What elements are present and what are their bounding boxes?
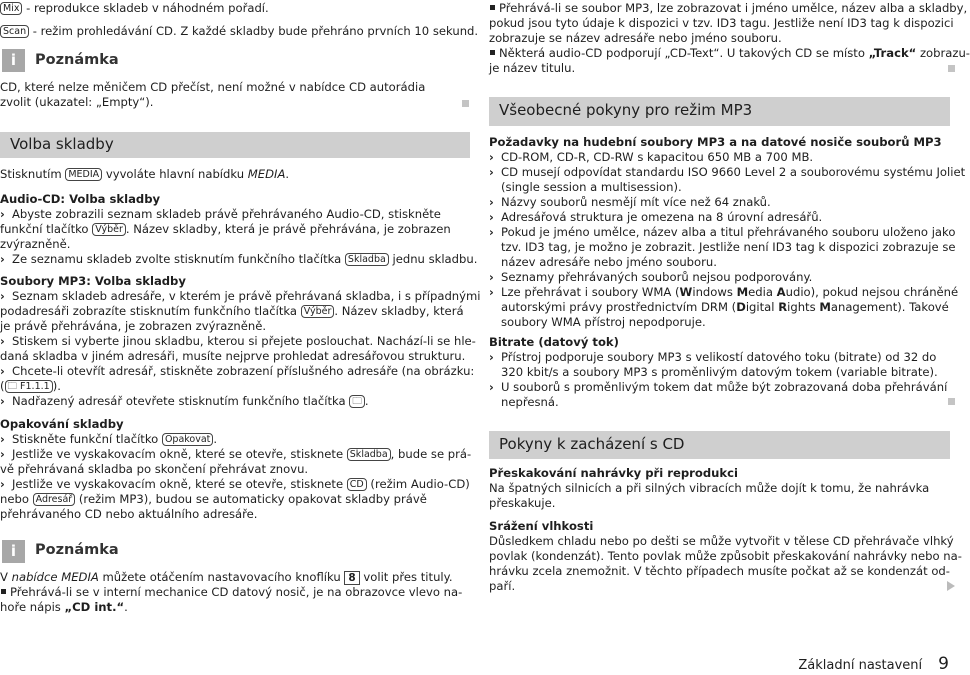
info-icon: i	[2, 540, 25, 563]
list-item-cont: název adresáře nebo jméno souboru.	[501, 255, 717, 269]
list-item: › Přístroj podporuje soubory MP3 s velikostí datového toku (bitrate) od 32 do	[489, 350, 937, 364]
scan-key: Scan	[0, 25, 29, 38]
subsection-title: Požadavky na hudební soubory MP3 a na datové nosiče souborů MP3	[489, 135, 942, 149]
adresar-key: Adresář	[33, 493, 76, 506]
scan-line: Scan - režim prohledávání CD. Z každé skladby bude přehráno prvních 10 sekund.	[0, 24, 478, 39]
list-item: › Pokud je jméno umělce, název alba a titul přehrávaného souboru uloženo jako	[489, 225, 956, 239]
parent-folder-key: 🗀	[349, 395, 365, 408]
subsection-title: Soubory MP3: Volba skladby	[0, 274, 186, 288]
note-text: V nabídce MEDIA můžete otáčením nastavovacího knoflíku 8 volit přes tituly.	[0, 570, 453, 584]
list-item: › Adresářová struktura je omezena na 8 úrovní adresářů.	[489, 210, 823, 224]
list-item-cont: vě přehrávaná skladba po skončení přehrávat znovu.	[0, 462, 309, 476]
text-line: Přehrává-li se soubor MP3, lze zobrazovat i jméno umělce, název alba a skladby,	[489, 1, 967, 16]
list-item-cont: přehrávaného CD nebo aktuálního adresáře.	[0, 507, 258, 521]
list-item-cont: podadresáři zobrazíte stisknutím funkčního tlačítka Výběr . Název skladby, která	[0, 304, 464, 318]
list-item: › Nadřazený adresář otevřete stisknutím funkčního tlačítka 🗀 .	[0, 394, 369, 408]
page-number: 9	[938, 654, 949, 674]
note-title: Poznámka	[35, 52, 119, 68]
continue-arrow-icon	[947, 581, 955, 591]
skladba-key: Skladba	[345, 253, 389, 266]
list-item: › Jestliže ve vyskakovacím okně, které se otevře, stisknete CD (režim Audio-CD)	[0, 477, 470, 491]
cd-key: CD	[347, 478, 367, 491]
list-item: › Ze seznamu skladeb zvolte stisknutím funkčního tlačítka Skladba jednu skladbu.	[0, 252, 478, 266]
list-item-cont: daná skladba v jiném adresáři, musíte nejprve prohledat adresářovou strukturu.	[0, 349, 466, 363]
page-footer	[798, 654, 949, 674]
list-item-cont: funkční tlačítko Výběr . Název skladby, která je právě přehrávána, je zobrazen	[0, 222, 451, 236]
text-line: přeskakuje.	[489, 496, 556, 510]
note-text: hoře nápis „CD int.“.	[0, 600, 128, 614]
media-menu-line: Stisknutím MEDIA vyvoláte hlavní nabídku MEDIA.	[0, 167, 290, 181]
list-item: › Seznamy přehrávaných souborů nejsou podporovány.	[489, 270, 813, 284]
list-item-cont: nebo Adresář (režim MP3), budou se automaticky opakovat skladby právě	[0, 492, 427, 506]
list-item-cont: nepřesná.	[501, 395, 559, 409]
list-item-cont: je právě přehrávána, je zobrazen zvýrazněně.	[0, 319, 267, 333]
text-line: hrávku zcela znemožnit. V těchto případech musíte počkat až se kondenzát od-	[489, 564, 950, 578]
section-heading: Pokyny k zacházení s CD	[489, 431, 950, 459]
text-line: Důsledkem chladu nebo po dešti se může vytvořit v tělese CD přehrávače vlhký	[489, 534, 954, 548]
list-item-cont: autorskými právy prostřednictvím DRM (Digital Rights Management). Takové	[501, 300, 949, 314]
section-heading: Všeobecné pokyny pro režim MP3	[489, 97, 950, 126]
text-line: pokud jsou tyto údaje k dispozici v tzv. ID3 tagu. Jestliže není ID3 tag k dispozici	[489, 16, 954, 30]
list-item: › Abyste zobrazili seznam skladeb právě přehrávaného Audio-CD, stiskněte	[0, 207, 441, 221]
section-end-marker	[948, 65, 955, 72]
text-line: je název titulu.	[489, 61, 576, 75]
list-item: › Seznam skladeb adresáře, v kterém je právě přehrávaná skladba, i s případnými	[0, 289, 481, 303]
skladba-key: Skladba	[347, 448, 391, 461]
list-item: › CD-ROM, CD-R, CD-RW s kapacitou 650 MB a 700 MB.	[489, 150, 814, 164]
list-item-cont: ( 🗀 F1.1.1 ).	[0, 379, 61, 393]
subsection-title: Opakování skladby	[0, 417, 124, 431]
list-item-cont: zvýrazněně.	[0, 237, 71, 251]
list-item-cont: soubory WMA přístroj nepodporuje.	[501, 315, 706, 329]
subsection-title: Audio-CD: Volba skladby	[0, 192, 161, 206]
vyber-key: Výběr	[92, 223, 126, 236]
opakovat-key: Opakovat	[162, 433, 213, 446]
list-item: › Jestliže ve vyskakovacím okně, které se otevře, stisknete Skladba , bude se prá-	[0, 447, 472, 461]
list-item: › Chcete-li otevřít adresář, stiskněte zobrazení příslušného adresáře (na obrázku:	[0, 364, 475, 378]
subsection-title: Srážení vlhkosti	[489, 519, 594, 533]
note-text: CD, které nelze měničem CD přečíst, není možné v nabídce CD autorádia	[0, 80, 426, 94]
section-heading: Volba skladby	[0, 132, 470, 158]
list-item: › U souborů s proměnlivým tokem dat může být zobrazovaná doba přehrávání	[489, 380, 948, 394]
note-text: Přehrává-li se v interní mechanice CD datový nosič, je na obrazovce vlevo na-	[0, 585, 462, 600]
media-key: MEDIA	[65, 168, 102, 181]
chapter-title: Základní nastavení	[798, 658, 923, 673]
info-icon: i	[2, 49, 25, 72]
subsection-title: Přeskakování nahrávky při reprodukci	[489, 466, 738, 480]
knob-number: 8	[344, 571, 359, 585]
list-item: › Názvy souborů nesmějí mít více než 64 znaků.	[489, 195, 771, 209]
subsection-title: Bitrate (datový tok)	[489, 335, 619, 349]
note-title: Poznámka	[35, 542, 119, 558]
text-line: povlak (kondenzát). Tento povlak může způsobit přeskakování nahrávky nebo na-	[489, 549, 962, 563]
mix-line: Mix - reprodukce skladeb v náhodném pořadí.	[0, 1, 269, 16]
list-item: › Stiskněte funkční tlačítko Opakovat .	[0, 432, 218, 446]
section-end-marker	[462, 100, 469, 107]
list-item-cont: tzv. ID3 tag, je možno je zobrazit. Jestliže není ID3 tag k dispozici zobrazuje se	[501, 240, 956, 254]
text-line: paří.	[489, 579, 516, 593]
list-item: › Lze přehrávat i soubory WMA (Windows Media Audio), pokud nejsou chráněné	[489, 285, 959, 299]
mix-key: Mix	[0, 2, 22, 15]
list-item: › CD musejí odpovídat standardu ISO 9660 Level 2 a souborovému systému Joliet	[489, 165, 966, 179]
folder-key: 🗀 F1.1.1	[5, 380, 53, 393]
text-line: zobrazuje se název adresáře nebo jméno souboru.	[489, 31, 782, 45]
list-item-cont: (single session a multisession).	[501, 180, 682, 194]
text-line: Některá audio-CD podporují „CD-Text“. U takových CD se místo „Track“ zobrazu-	[489, 46, 970, 61]
section-end-marker	[948, 398, 955, 405]
list-item-cont: 320 kbit/s a soubory MP3 s proměnlivým datovým tokem (variable bitrate).	[501, 365, 938, 379]
list-item: › Stiskem si vyberte jinou skladbu, kterou si přejete poslouchat. Nachází-li se hle-	[0, 334, 476, 348]
note-text: zvolit (ukazatel: „Empty“).	[0, 95, 154, 109]
text-line: Na špatných silnicích a při silných vibracích může dojít k tomu, že nahrávka	[489, 481, 930, 495]
vyber-key: Výběr	[301, 305, 335, 318]
